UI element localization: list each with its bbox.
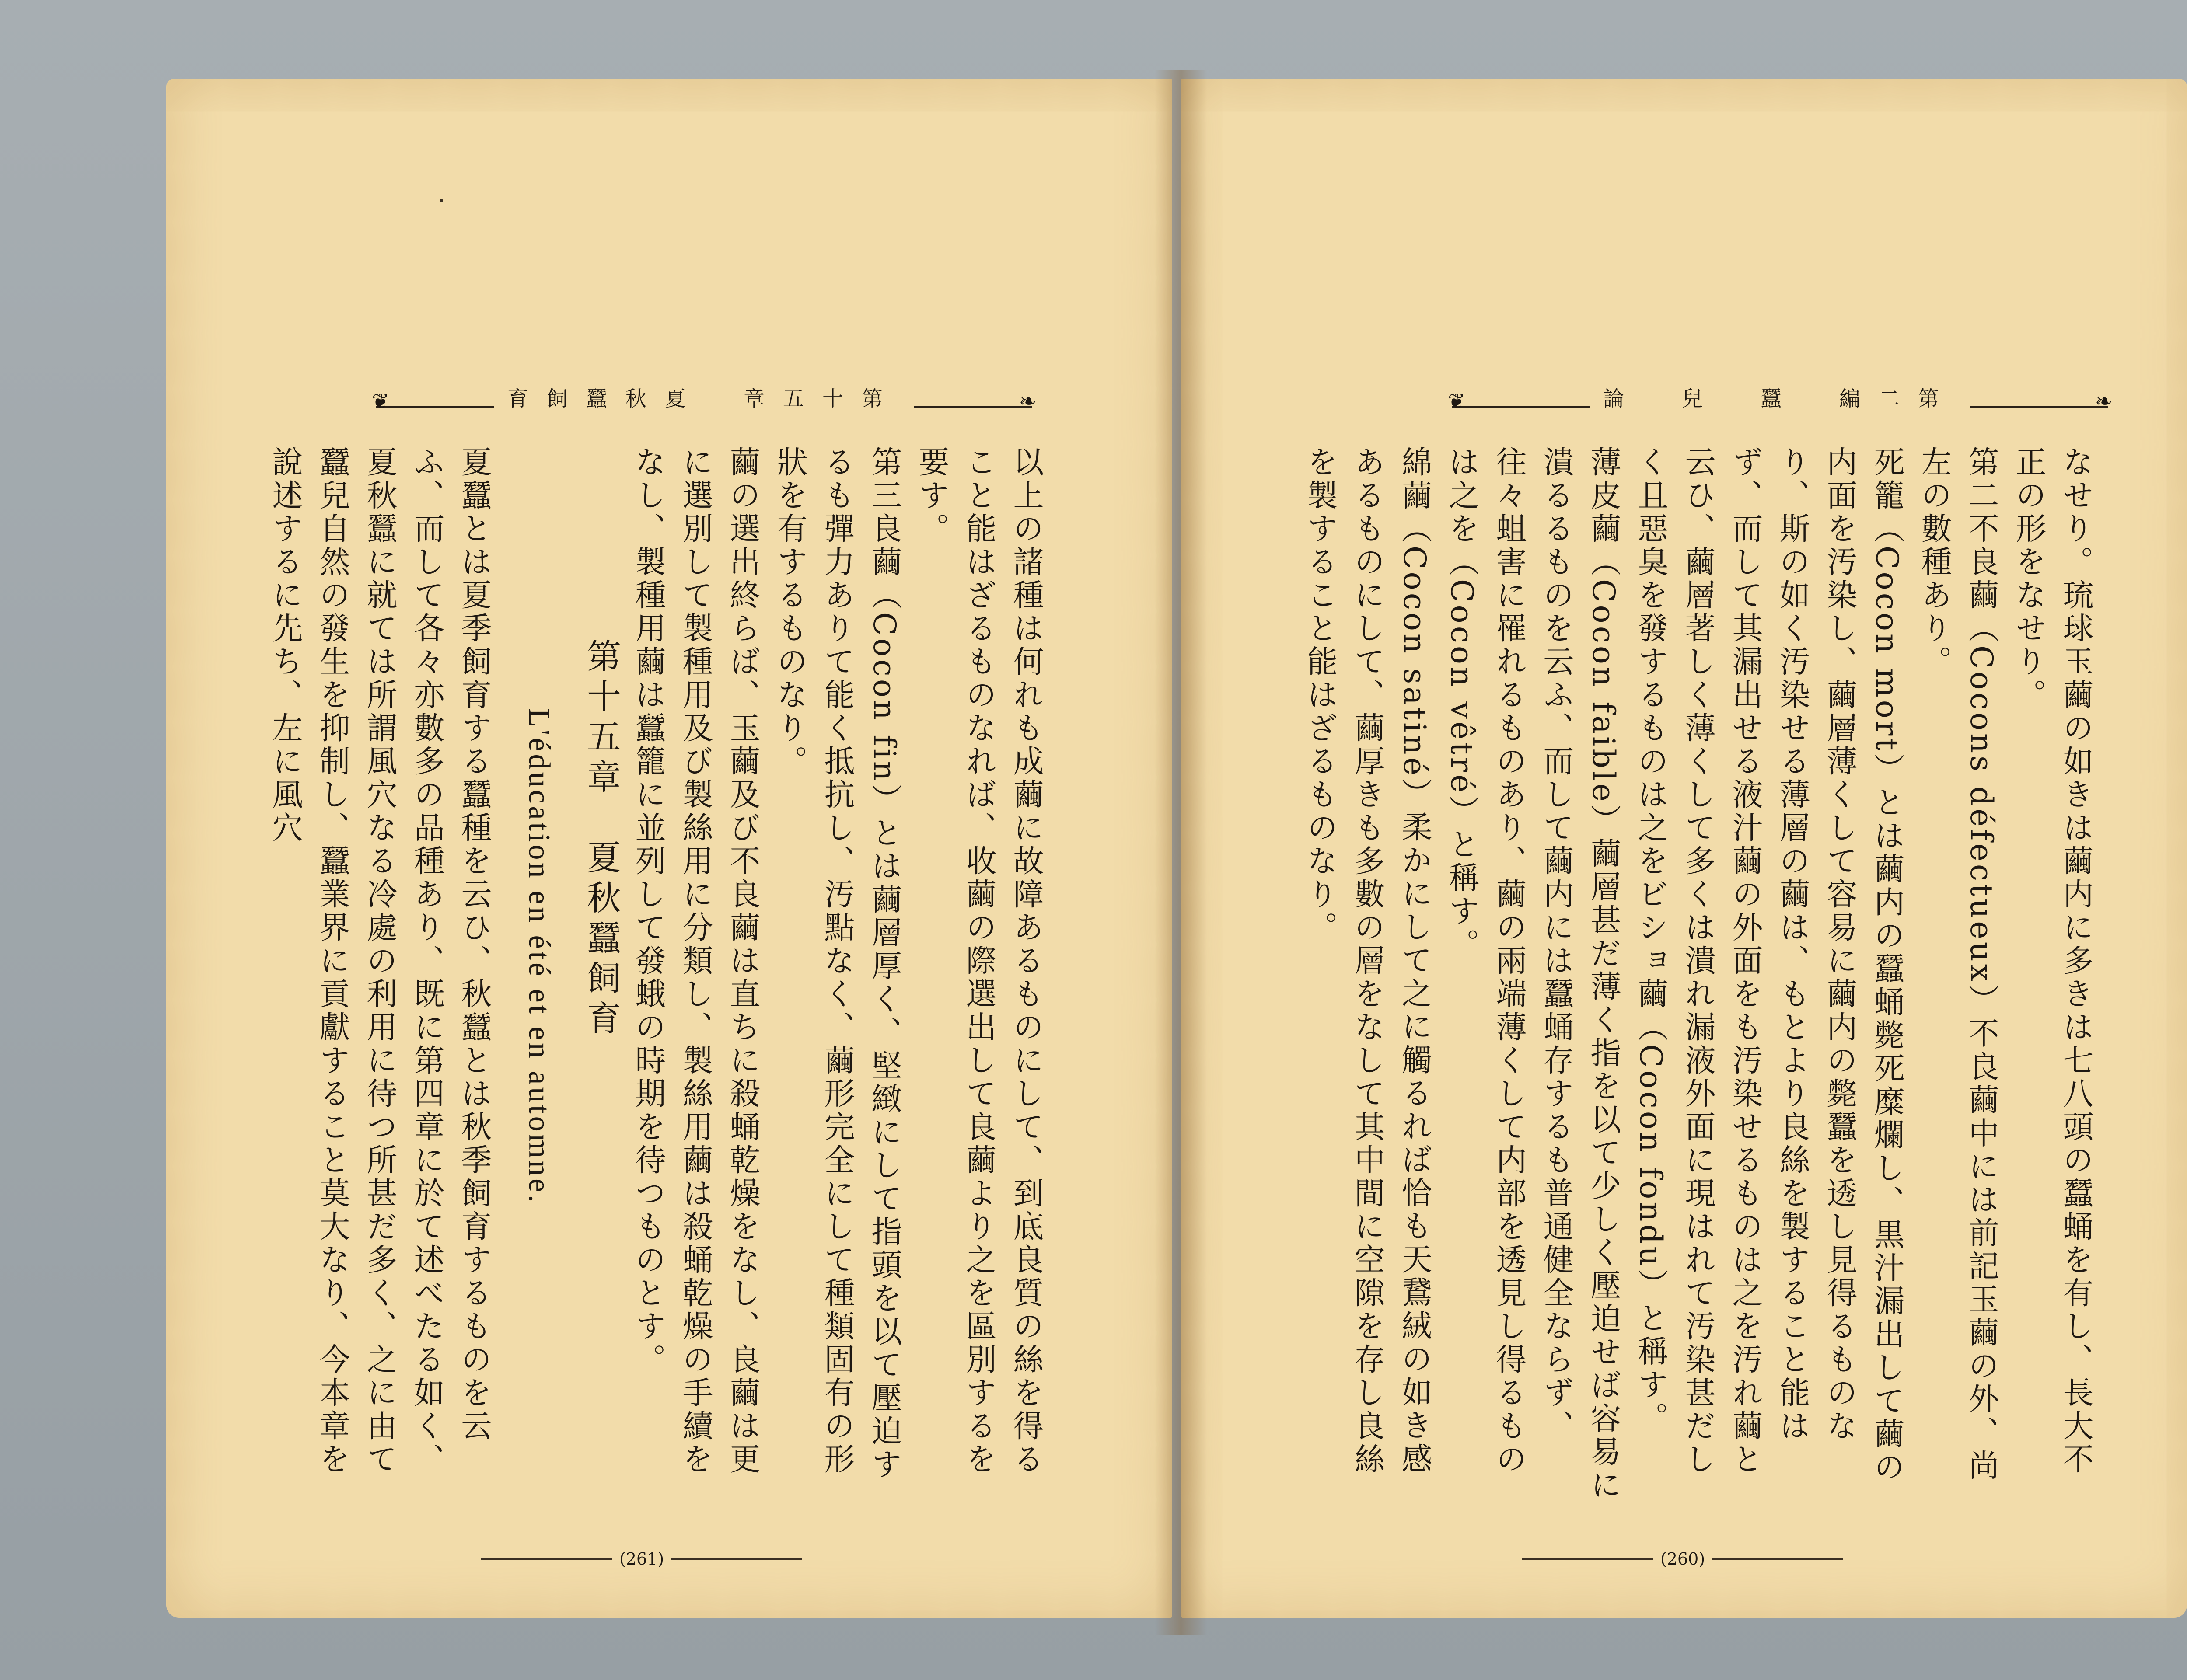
left-folio: (261) bbox=[619, 1549, 664, 1568]
folio-rule bbox=[481, 1558, 612, 1560]
folio-rule bbox=[671, 1558, 802, 1560]
folio-rule bbox=[1522, 1558, 1653, 1560]
page-speck bbox=[440, 199, 443, 202]
left-paragraph: 第三良繭（Cocon fin）とは繭層厚く、堅緻にして指頭を以て壓迫するも彈力ありて能く抵抗し、汚點なく、繭形完全にして種類固有の形狀を有するものなり。 bbox=[772, 446, 902, 1481]
left-paragraph: 繭の選出終らば、玉繭及び不良繭は直ちに殺蛹乾燥をなし、良繭は更に選別して製種用及び製絲用に分類し、製絲用繭は殺蛹乾燥の手續をなし、製種用繭は蠶籠に並列して發蛾の時期を待つものとす。 bbox=[630, 446, 761, 1476]
chapter-title-french: L'éducation en été et en automne. bbox=[522, 708, 556, 1205]
left-paragraph: 以上の諸種は何れも成繭に故障あるものにして、到底良質の絲を得ること能はざるものなれば、收繭の際選出して良繭より之を區別するを要す。 bbox=[914, 446, 1044, 1476]
right-paragraph: 死籠（Cocon mort）とは繭内の蠶蛹斃死糜爛し、黒汁漏出して繭の内面を汚染し、繭層薄くして容易に繭内の斃蠶を透し見得るものなり、斯の如く汚染せる薄層の繭は、もとより良絲を製すること能はず、而して其漏出せる液汁繭の外面をも汚染せるものは之を汚れ繭と云ひ、繭層著しく薄くして多くは潰れ漏液外面に現はれて汚染甚だしく且惡臭を發するものは之をビショ繭（Cocon fondu）と稱す。 bbox=[1633, 446, 1905, 1485]
right-header-text: 論 兒 蠶 編二第 bbox=[1590, 382, 1970, 412]
right-paragraph: 薄皮繭（Cocon faible）繭層甚だ薄く指を以て少しく壓迫せば容易に潰るるものを云ふ、而して繭内には蠶蛹存するも普通健全ならず、往々蛆害に罹れるものあり、繭の兩端薄くして内部を透見し得るものは之を（Cocon vêtré）と稱す。 bbox=[1444, 446, 1621, 1502]
left-page-number bbox=[481, 1546, 802, 1572]
left-paragraph: 夏蠶とは夏季飼育する蠶種を云ひ、秋蠶とは秋季飼育するものを云ふ、而して各々亦數多の品種あり、既に第四章に於て述べたる如く、夏秋蠶に就ては所謂風穴なる冷處の利用に待つ所甚だ多く、之に由て蠶兒自然の發生を抑制し、蠶業界に貢獻すること莫大なり、今本章を說述するに先ち、左に風穴 bbox=[267, 446, 492, 1476]
right-body-text bbox=[1302, 446, 2100, 1504]
ornament-left-icon: ❦ bbox=[372, 389, 390, 414]
left-body-text bbox=[267, 446, 1050, 1504]
left-running-header bbox=[372, 385, 1037, 415]
left-page bbox=[166, 79, 1172, 1618]
right-paragraph: なせり。琉球玉繭の如きは繭内に多きは七八頭の蠶蛹を有し、長大不正の形をなせり。 bbox=[2011, 446, 2094, 1476]
chapter-title: 第十五章 夏秋蠶飼育 bbox=[581, 638, 621, 1041]
left-header-text: 育飼蠶秋夏 章五十第 bbox=[494, 382, 914, 412]
right-folio: (260) bbox=[1660, 1549, 1705, 1568]
right-running-header bbox=[1448, 385, 2113, 415]
ornament-right-icon: ❧ bbox=[2095, 389, 2113, 414]
ornament-right-icon: ❧ bbox=[1019, 389, 1037, 414]
right-page bbox=[1181, 79, 2187, 1618]
right-page-number bbox=[1522, 1546, 1843, 1572]
ornament-left-icon: ❦ bbox=[1448, 389, 1466, 414]
book-gutter bbox=[1155, 70, 1207, 1635]
right-paragraph: 綿繭（Cocon satiné）柔かにして之に觸るれば恰も天鵞絨の如き感あるものにして、繭厚きも多數の層をなして其中間に空隙を存し良絲を製すること能はざるものなり。 bbox=[1302, 446, 1432, 1476]
folio-rule bbox=[1712, 1558, 1843, 1560]
right-paragraph: 第二不良繭（Cocons défectueux）不良繭中には前記玉繭の外、尚左の數種あり。 bbox=[1916, 446, 1999, 1483]
